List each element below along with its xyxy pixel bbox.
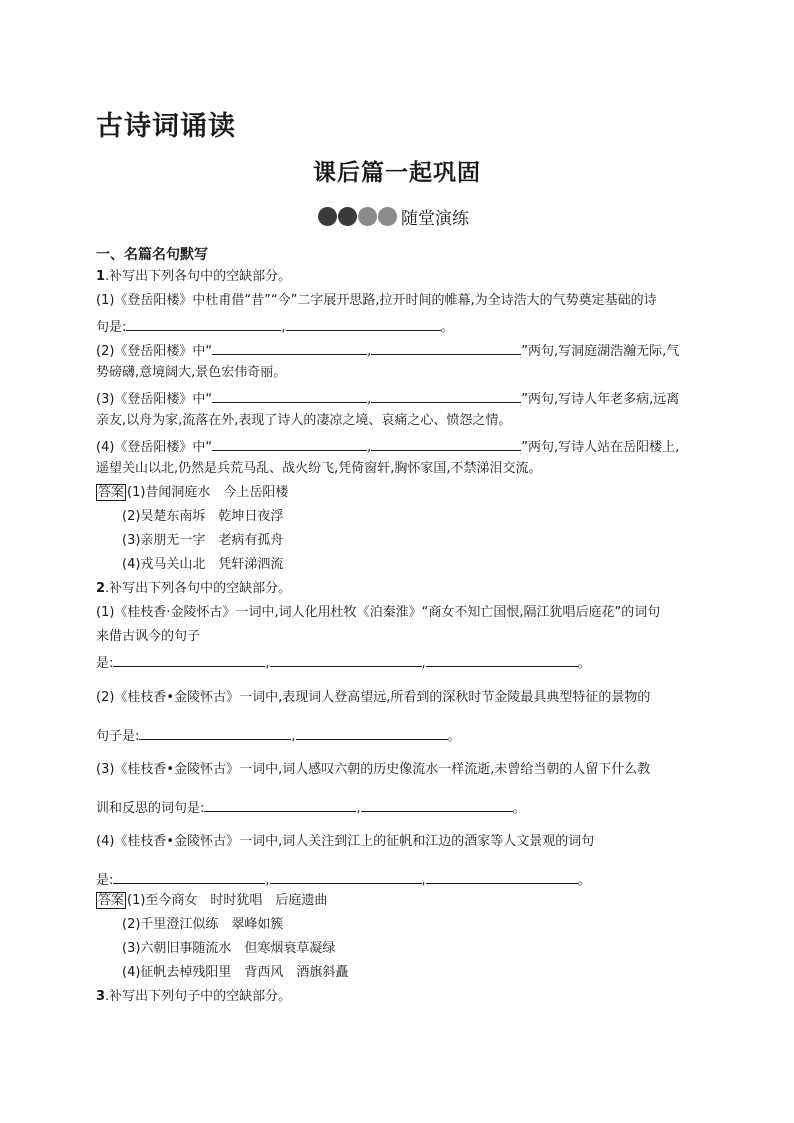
banner-label: 随堂演练 bbox=[401, 208, 469, 229]
answer-blank[interactable] bbox=[113, 869, 265, 884]
q1-p4-line2: 遥望关山以北,仍然是兵荒马乱、战火纷飞,凭倚窗轩,胸怀家国,不禁涕泪交流。 bbox=[96, 461, 542, 476]
answer-blank[interactable] bbox=[270, 869, 422, 884]
q2-p1-line1: (1)《桂枝香·金陵怀古》一词中,词人化用杜牧《泊秦淮》“商女不知亡国恨,隔江犹唱后庭花”的词句 bbox=[96, 605, 661, 620]
answer-blank[interactable] bbox=[286, 316, 441, 331]
q1-p4-line1: (4)《登岳阳楼》中“ , ”两句,写诗人站在岳阳楼上, bbox=[96, 436, 679, 457]
banner-dot-2 bbox=[338, 207, 357, 226]
answer-blank[interactable] bbox=[371, 436, 521, 451]
q2-answer-2: (2)千里澄江似练 翠峰如簇 bbox=[122, 917, 284, 932]
banner-dot-4 bbox=[378, 207, 397, 226]
q2-answer-3: (3)六朝旧事随流水 但寒烟衰草凝绿 bbox=[122, 941, 336, 956]
q2-stem: 2.补写出下列各句中的空缺部分。 bbox=[96, 581, 292, 596]
answer-blank[interactable] bbox=[426, 869, 578, 884]
banner-dot-1 bbox=[318, 207, 337, 226]
q1-stem: 1.补写出下列各句中的空缺部分。 bbox=[96, 269, 292, 284]
section-subtitle: 课后篇一起巩固 bbox=[313, 160, 481, 186]
practice-banner bbox=[318, 204, 469, 228]
q2-p3-line1: (3)《桂枝香•金陵怀古》一词中,词人感叹六朝的历史像流水一样流逝,未曾给当朝的人留下什么教 bbox=[96, 762, 651, 777]
answer-blank[interactable] bbox=[361, 797, 513, 812]
q2-p1-line3: 是: , , 。 bbox=[96, 652, 591, 673]
q2-p2-line1: (2)《桂枝香•金陵怀古》一词中,表现词人登高望远,所看到的深秋时节金陵最具典型特征的景物的 bbox=[96, 690, 651, 705]
q1-p3-line2: 亲友,以舟为家,流落在外,表现了诗人的凄凉之境、哀痛之心、愤怨之情。 bbox=[96, 413, 512, 428]
q1-p1-line2: 句是: , 。 bbox=[96, 316, 454, 337]
section-heading: 一、名篇名句默写 bbox=[96, 247, 208, 263]
q3-stem: 3.补写出下列句子中的空缺部分。 bbox=[96, 989, 292, 1004]
answer-blank[interactable] bbox=[426, 652, 578, 667]
q2-p4-line2: 是: , , 。 bbox=[96, 869, 591, 890]
q1-p3-line1: (3)《登岳阳楼》中“ , ”两句,写诗人年老多病,远离 bbox=[96, 388, 679, 409]
answer-blank[interactable] bbox=[113, 652, 265, 667]
answer-blank[interactable] bbox=[212, 340, 367, 355]
banner-dot-3 bbox=[358, 207, 377, 226]
q1-answer-2: (2)吴楚东南坼 乾坤日夜浮 bbox=[122, 509, 284, 524]
q2-p2-line2: 句子是: , 。 bbox=[96, 725, 461, 746]
q1-answer-4: (4)戎马关山北 凭轩涕泗流 bbox=[122, 557, 284, 572]
q2-p3-line2: 训和反思的词句是: , 。 bbox=[96, 797, 526, 818]
answer-blank[interactable] bbox=[270, 652, 422, 667]
page-title: 古诗词诵读 bbox=[96, 111, 236, 142]
answer-tag: 答案 bbox=[98, 893, 125, 908]
q3-number: 3 bbox=[96, 989, 106, 1004]
answer-blank[interactable] bbox=[296, 725, 448, 740]
q2-p1-line2: 来借古讽今的句子 bbox=[96, 629, 201, 644]
q1-p2-line1: (2)《登岳阳楼》中“ , ”两句,写洞庭湖浩瀚无际,气 bbox=[96, 340, 679, 361]
answer-blank[interactable] bbox=[212, 436, 367, 451]
q1-number: 1 bbox=[96, 269, 106, 284]
answer-blank[interactable] bbox=[126, 316, 281, 331]
q1-p1-line1: (1)《登岳阳楼》中杜甫借“昔”“今”二字展开思路,拉开时间的帷幕,为全诗浩大的气势奠定基础的诗 bbox=[96, 293, 657, 308]
q1-answer-1: 答案 (1)昔闻洞庭水 今上岳阳楼 bbox=[98, 485, 289, 500]
answer-blank[interactable] bbox=[371, 340, 521, 355]
answer-blank[interactable] bbox=[139, 725, 291, 740]
answer-blank[interactable] bbox=[204, 797, 356, 812]
q1-p2-line2: 势磅礴,意境阔大,景色宏伟奇丽。 bbox=[96, 365, 287, 380]
answer-blank[interactable] bbox=[371, 388, 521, 403]
answer-blank[interactable] bbox=[212, 388, 367, 403]
answer-tag: 答案 bbox=[98, 485, 125, 500]
q2-number: 2 bbox=[96, 581, 106, 596]
q2-p4-line1: (4)《桂枝香•金陵怀古》一词中,词人关注到江上的征帆和江边的酒家等人文景观的词句 bbox=[96, 834, 595, 849]
q1-answer-3: (3)亲朋无一字 老病有孤舟 bbox=[122, 533, 284, 548]
q2-answer-4: (4)征帆去棹残阳里 背西风 酒旗斜矗 bbox=[122, 965, 349, 980]
q2-answer-1: 答案 (1)至今商女 时时犹唱 后庭遗曲 bbox=[98, 893, 328, 908]
